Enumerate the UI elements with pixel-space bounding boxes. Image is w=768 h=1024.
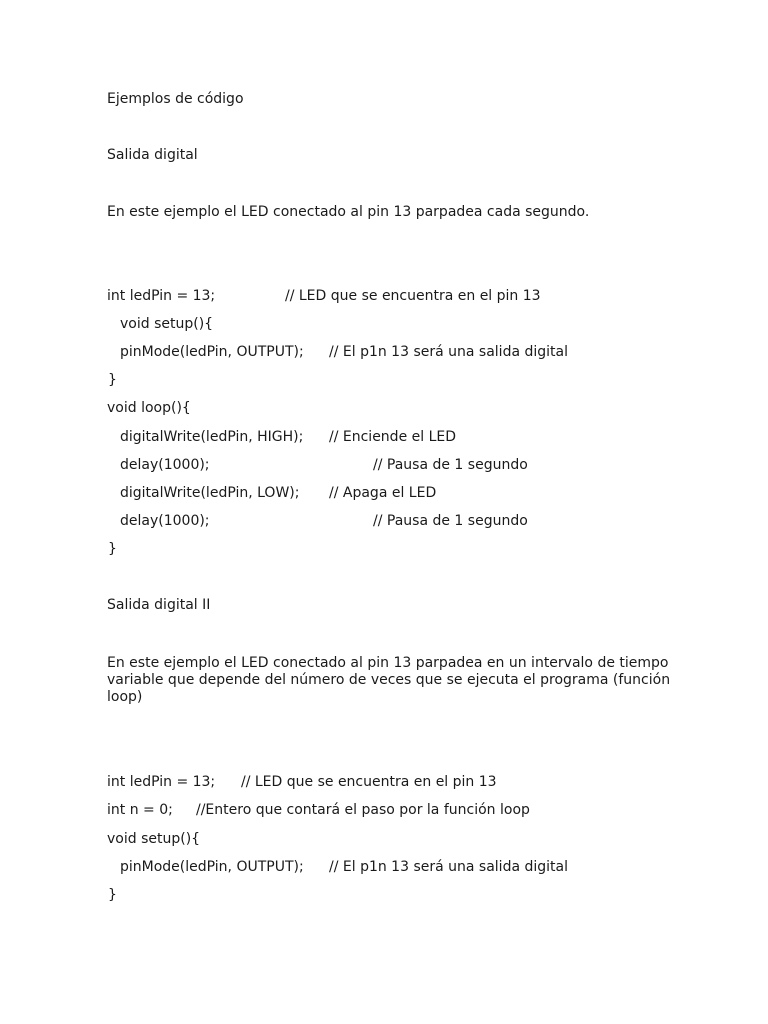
section-description-salida-digital-ii: En este ejemplo el LED conectado al pin 13 parpadea en un intervalo de tiempo variable que depende del número de veces que se ejecuta el programa (función loop) [107, 655, 671, 705]
section-heading-salida-digital-ii: Salida digital II [107, 597, 211, 613]
code-line: digitalWrite(ledPin, LOW); [120, 485, 300, 501]
code-line: void setup(){ [120, 316, 214, 332]
code-line: void loop(){ [107, 400, 191, 416]
code-comment: // Apaga el LED [329, 485, 437, 501]
section-heading-salida-digital: Salida digital [107, 147, 198, 163]
code-line: int ledPin = 13; [107, 288, 216, 304]
code-comment: // LED que se encuentra en el pin 13 [285, 288, 541, 304]
code-comment: // Pausa de 1 segundo [373, 457, 528, 473]
code-comment: //Entero que contará el paso por la función loop [196, 802, 530, 818]
code-comment: // Pausa de 1 segundo [373, 513, 528, 529]
code-line: } [108, 372, 117, 388]
section-description-salida-digital: En este ejemplo el LED conectado al pin 13 parpadea cada segundo. [107, 204, 590, 220]
code-line: pinMode(ledPin, OUTPUT); [120, 344, 304, 360]
code-line: delay(1000); [120, 513, 210, 529]
code-line: digitalWrite(ledPin, HIGH); [120, 429, 304, 445]
code-line: pinMode(ledPin, OUTPUT); [120, 859, 304, 875]
document-title: Ejemplos de código [107, 91, 244, 107]
code-line: delay(1000); [120, 457, 210, 473]
code-comment: // El p1n 13 será una salida digital [329, 344, 568, 360]
code-line: int ledPin = 13; [107, 774, 216, 790]
code-line: int n = 0; [107, 802, 173, 818]
code-line: void setup(){ [107, 831, 201, 847]
code-comment: // LED que se encuentra en el pin 13 [241, 774, 497, 790]
code-line: } [108, 887, 117, 903]
code-line: } [108, 541, 117, 557]
code-comment: // El p1n 13 será una salida digital [329, 859, 568, 875]
code-comment: // Enciende el LED [329, 429, 457, 445]
